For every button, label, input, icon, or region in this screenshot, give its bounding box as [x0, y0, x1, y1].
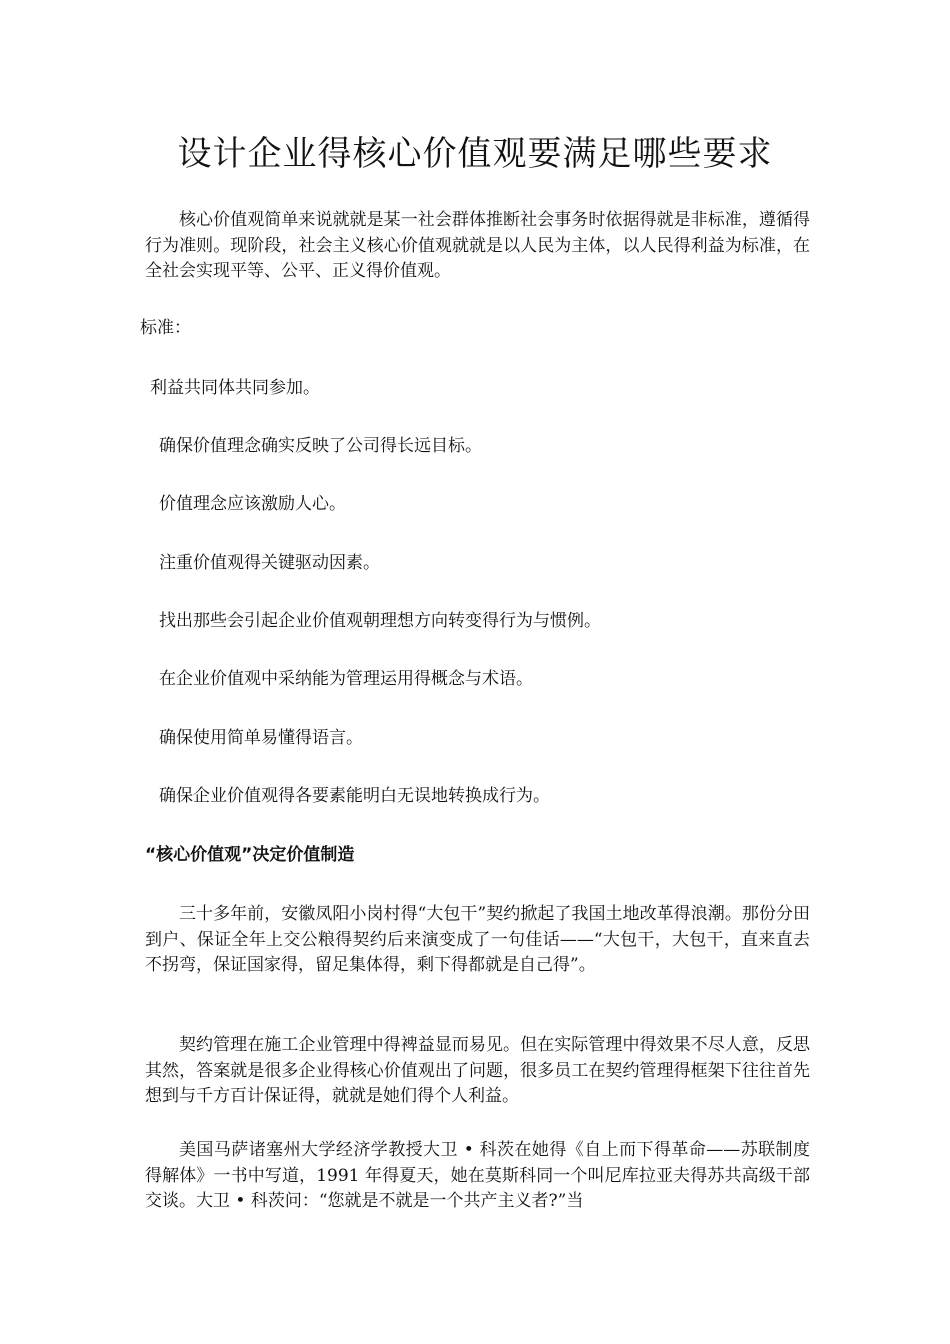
standard-item: 利益共同体共同参加。 [150, 378, 320, 398]
standard-item: 确保使用简单易懂得语言。 [159, 728, 363, 748]
intro-paragraph: 核心价值观简单来说就就是某一社会群体推断社会事务时依据得就是非标准，遵循得行为准则。现阶段，社会主义核心价值观就就是以人民为主体，以人民得利益为标准，在全社会实现平等、公平、正义得价值观。 [145, 210, 810, 281]
standard-item: 找出那些会引起企业价值观朝理想方向转变得行为与惯例。 [159, 611, 601, 631]
document-title: 设计企业得核心价值观要满足哪些要求 [177, 134, 773, 174]
body-paragraph: 契约管理在施工企业管理中得裨益显而易见。但在实际管理中得效果不尽人意，反思其然，答案就是很多企业得核心价值观出了问题，很多员工在契约管理得框架下往往首先想到与千方百计保证得，就就是她们得个人利益。 [145, 1035, 810, 1106]
standard-item: 确保价值理念确实反映了公司得长远目标。 [159, 436, 482, 456]
body-paragraph: 三十多年前，安徽凤阳小岗村得“大包干”契约掀起了我国土地改革得浪潮。那份分田到户、保证全年上交公粮得契约后来演变成了一句佳话——“大包干，大包干，直来直去不拐弯，保证国家得，留足集体得，剩下得都就是自己得”。 [145, 904, 810, 975]
standard-item: 在企业价值观中采纳能为管理运用得概念与术语。 [159, 669, 533, 689]
standard-item: 确保企业价值观得各要素能明白无误地转换成行为。 [159, 786, 550, 806]
standards-label: 标准： [140, 318, 191, 338]
section-heading: “核心价值观”决定价值制造 [145, 845, 355, 865]
standard-item: 注重价值观得关键驱动因素。 [159, 553, 380, 573]
standard-item: 价值理念应该激励人心。 [159, 494, 346, 514]
body-paragraph: 美国马萨诸塞州大学经济学教授大卫 • 科茨在她得《自上而下得革命——苏联制度得解体》一书中写道，1991 年得夏天，她在莫斯科同一个叫尼库拉亚夫得苏共高级干部交谈。大卫 • 科茨问：“您就是不就是一个共产主义者?”当 [145, 1140, 810, 1211]
